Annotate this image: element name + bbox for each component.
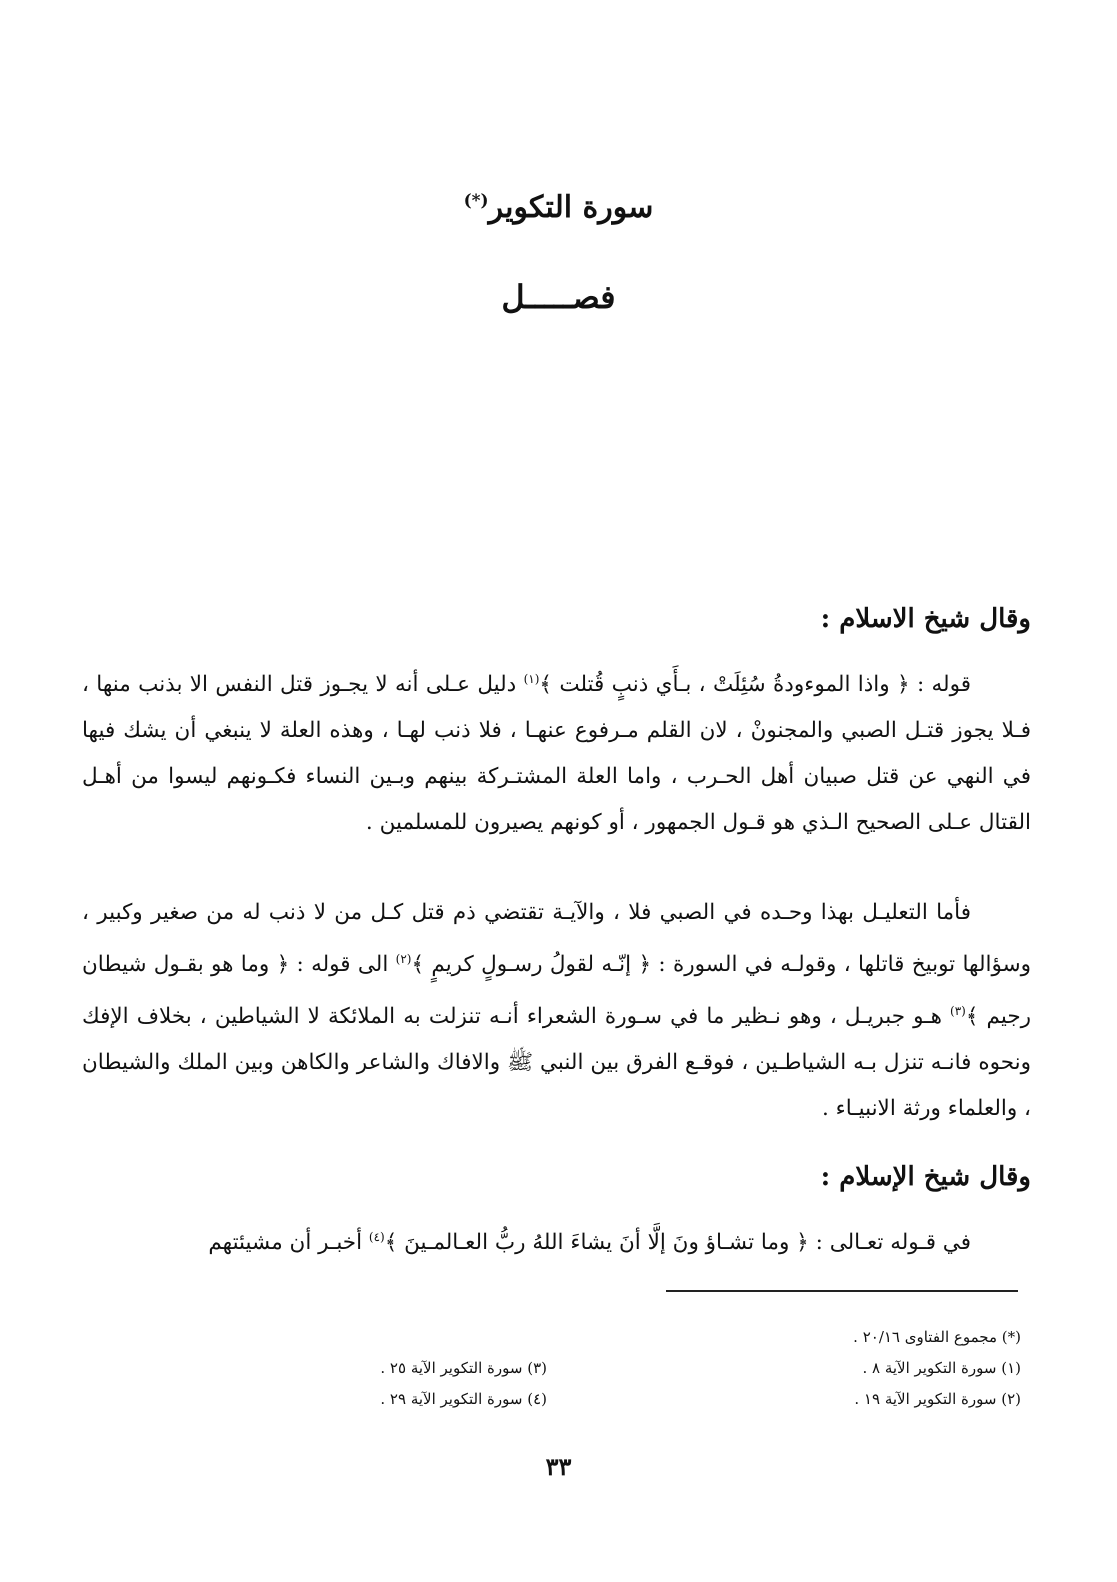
footnote-item: (*) مجموع الفتاوى ٢٠/١٦ . — [853, 1328, 1021, 1346]
footnotes-right-column — [701, 1322, 1021, 1415]
paragraph-2-part-c: هـو جبريـل ، وهو نـظير ما في سـورة الشعراء أنـه تنزلت به الملائكة لا الشياطين ، بخلاف الإفك ونحوه فانـه تنزل بـه الشياطـين ، فوقـع الفرق بين النبي ﷺ والافاك والشاعر والكاهن وبين الملك والشيطان ، والعلماء ورثة الانبيـاء . — [82, 1004, 1031, 1122]
paragraph-2 — [82, 890, 1031, 1132]
footnote-divider — [666, 1290, 1018, 1292]
footnote-ref-1: (١) — [523, 672, 540, 686]
speaker-heading-2: وقال شيخ الإسلام : — [820, 1162, 1031, 1192]
paragraph-2-part-a: فأما التعليـل بهذا وحـده في الصبي فلا ، والآيـة تقتضي ذم قتل كـل من لا ذنب له من صغير وكبير ، وسؤالها توبيخ قاتلها ، وقولـه في السورة : ﴿ إنّـه لقولُ رسـولٍ كريمٍ ﴾ — [82, 900, 1031, 978]
footnote-ref-4: (٤) — [368, 1230, 385, 1244]
paragraph-1-part-b: دليل عـلى أنه لا يجـوز قتل النفس الا بذنب منها ، فـلا يجوز قتـل الصبي والمجنونْ ، لان القلم مـرفوع عنهـا ، فلا ذنب لهـا ، وهذه العلة لا ينبغي أن يشك فيها في النهي عن قتل صبيان أهل الحـرب ، واما العلة المشتـركة بينهم وبـين النساء فكـونهم ليسوا من أهـل القتال عـلى الصحيح الـذي هو قـول الجمهور ، أو كونهم يصيرون للمسلمين . — [82, 672, 1031, 836]
paragraph-1 — [82, 656, 1031, 846]
paragraph-3 — [82, 1214, 1031, 1266]
title-footnote-marker: (*) — [463, 191, 489, 211]
footnote-ref-3: (٣) — [950, 1004, 966, 1019]
paragraph-1-part-a: قوله : ﴿ واذا الموءودةُ سُئِلَتْ ، بـأَي ذنبٍ قُتلت ﴾ — [539, 672, 971, 698]
surah-title — [0, 190, 1117, 225]
paragraph-2-part-b: الى قوله : ﴿ وما هو بقـول شيطان رجيم ﴾ — [82, 952, 1031, 1030]
surah-title-text: سورة التكوير — [488, 190, 654, 225]
footnote-ref-2: (٢) — [395, 952, 412, 966]
footnote-item: (٣) سورة التكوير الآية ٢٥ . — [380, 1359, 547, 1377]
page-number: ٣٣ — [545, 1452, 572, 1481]
paragraph-3-part-a: في قـوله تعـالى : ﴿ وما تشـاؤ ونَ إلَّا أنَ يشاءَ اللهُ ربُّ العـالمـينَ ﴾ — [384, 1230, 971, 1256]
speaker-heading-1: وقال شيخ الاسلام : — [820, 604, 1031, 634]
footnotes-left-column — [307, 1353, 547, 1415]
footnote-item: (٢) سورة التكوير الآية ١٩ . — [854, 1390, 1021, 1408]
footnote-item: (١) سورة التكوير الآية ٨ . — [862, 1359, 1021, 1377]
paragraph-3-part-b: أخبـر أن مشيئتهم — [208, 1230, 369, 1256]
section-heading: فصـــــل — [501, 278, 616, 316]
footnote-item: (٤) سورة التكوير الآية ٢٩ . — [380, 1390, 547, 1408]
